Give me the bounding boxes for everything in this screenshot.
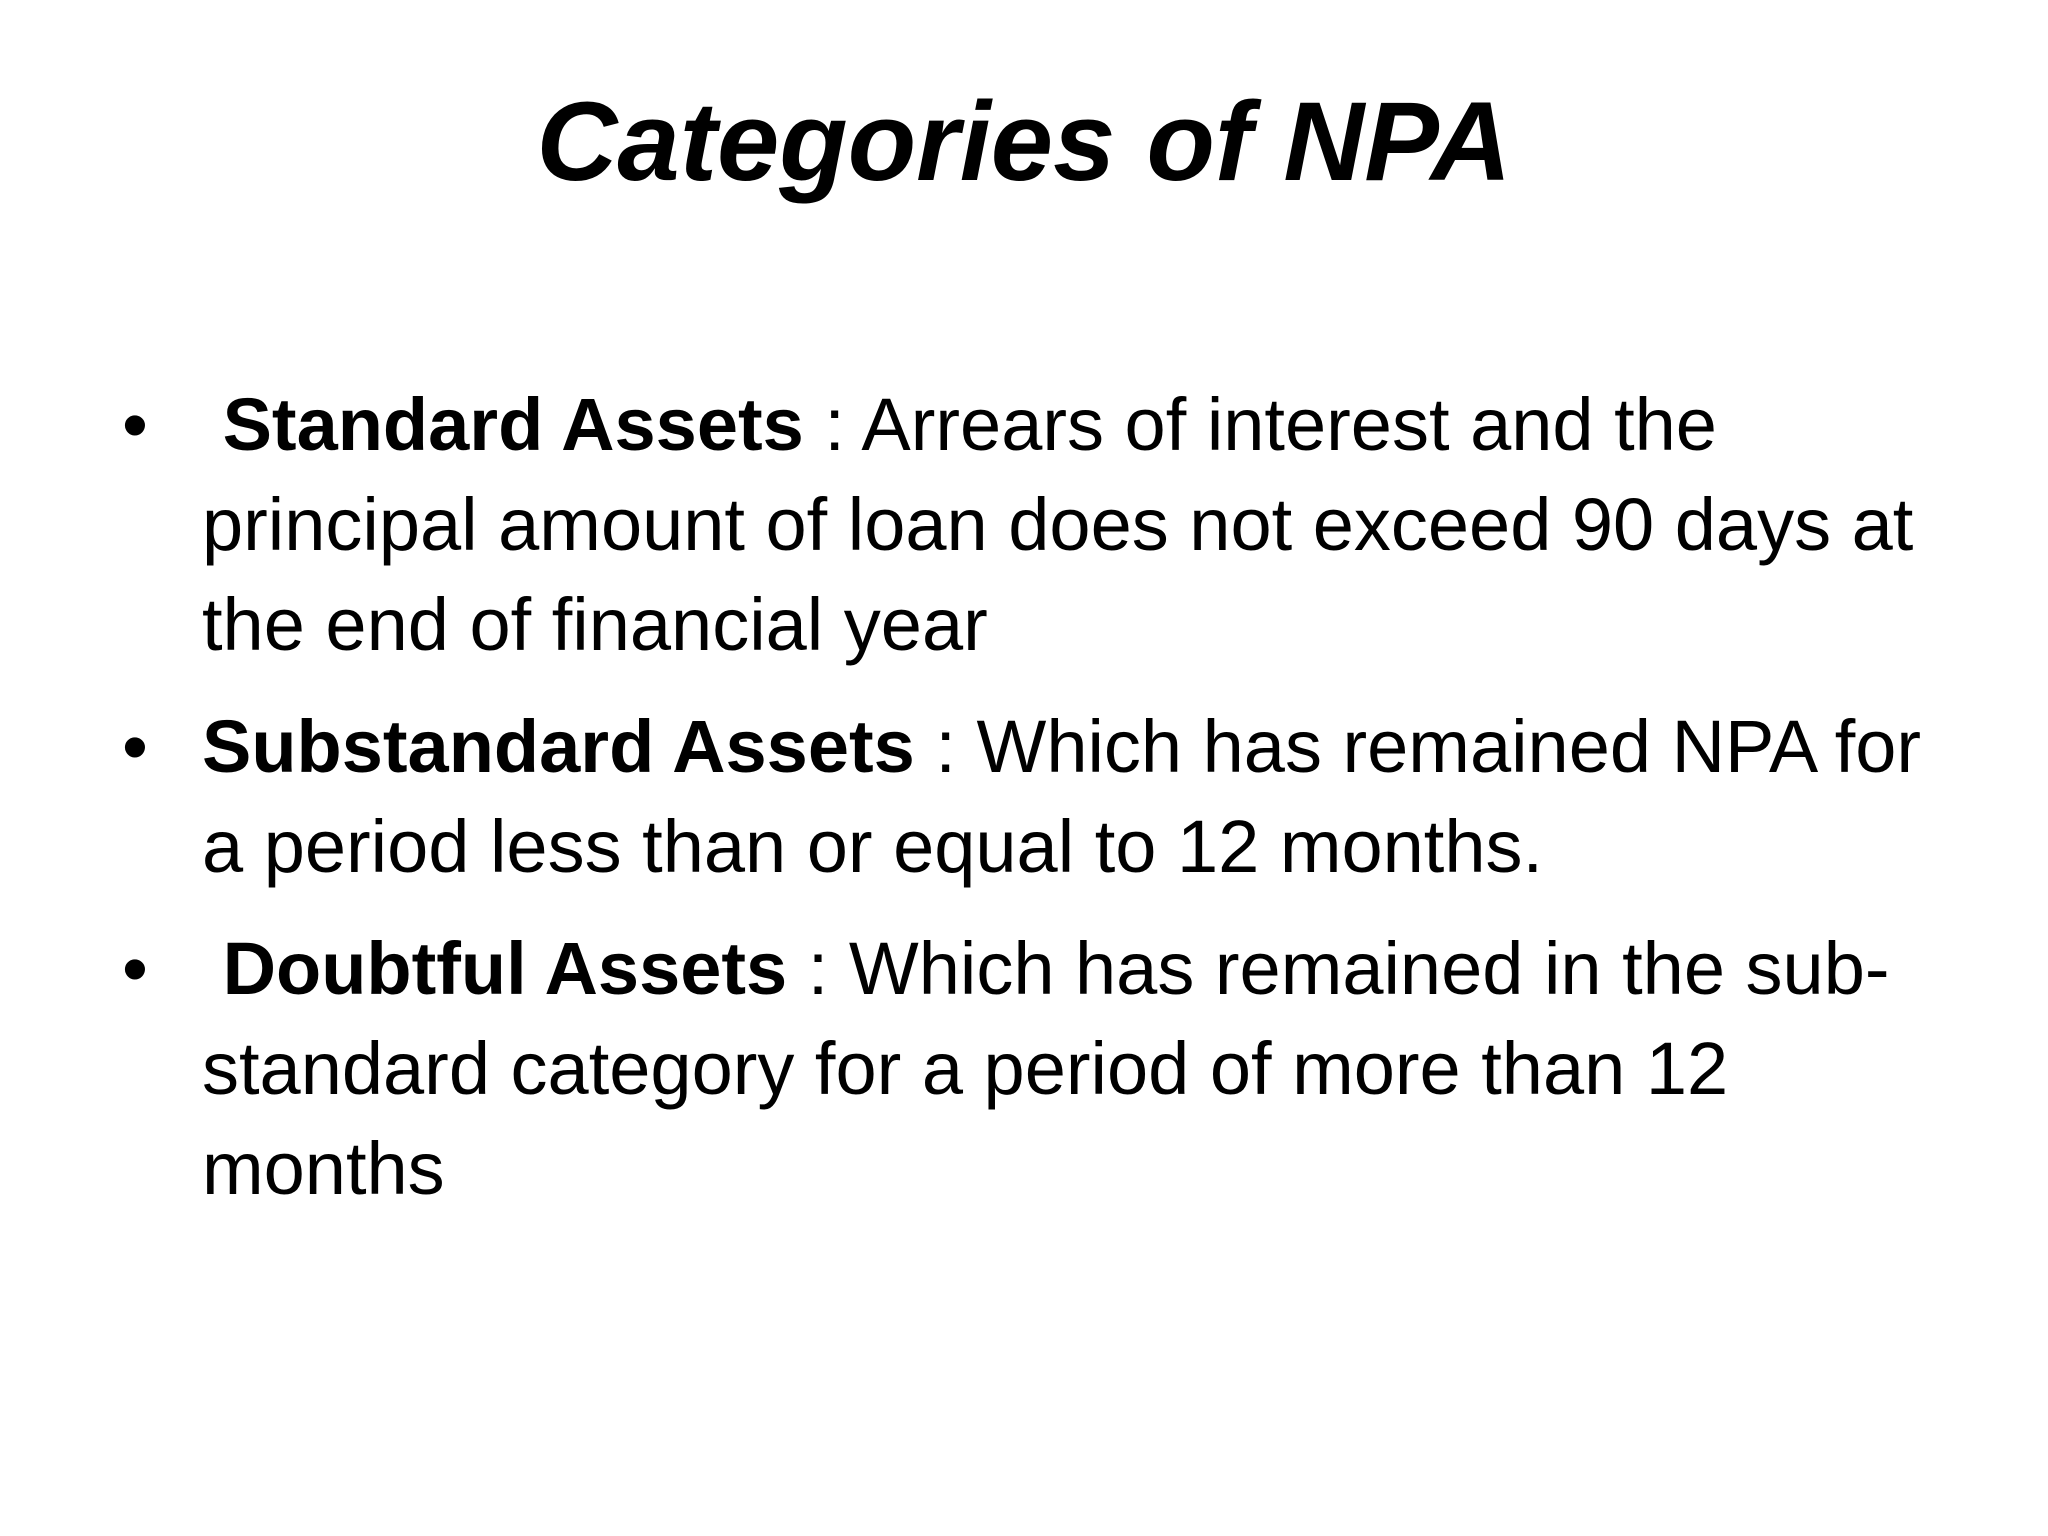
bullet-item-doubtful-assets — [122, 919, 1962, 1219]
bullet-dot-icon: • — [122, 927, 148, 1010]
slide-title: Categories of NPA — [536, 79, 1512, 204]
bullet-item-substandard-assets — [122, 697, 1962, 897]
bullet-dot-icon: • — [122, 383, 148, 466]
bullet-item-standard-assets — [122, 375, 1962, 675]
bullet-description: Which has remained in the sub-standard category for a period of more than 12 months — [202, 927, 1890, 1210]
bullet-lead-space — [202, 383, 223, 466]
bullet-separator: : — [803, 383, 862, 466]
bullet-lead-space — [202, 927, 223, 1010]
bullet-term: Substandard Assets — [202, 705, 915, 788]
bullet-term: Doubtful Assets — [222, 927, 788, 1010]
bullet-dot-icon: • — [122, 705, 148, 788]
bullet-list — [122, 375, 1962, 1241]
bullet-separator: : — [914, 705, 977, 788]
bullet-description: Which has remained NPA for a period less than or equal to 12 months. — [202, 705, 1922, 888]
bullet-term: Standard Assets — [222, 383, 804, 466]
bullet-separator: : — [787, 927, 849, 1010]
bullet-description: Arrears of interest and the principal amount of loan does not exceed 90 days at the end of financial year — [202, 383, 1914, 666]
